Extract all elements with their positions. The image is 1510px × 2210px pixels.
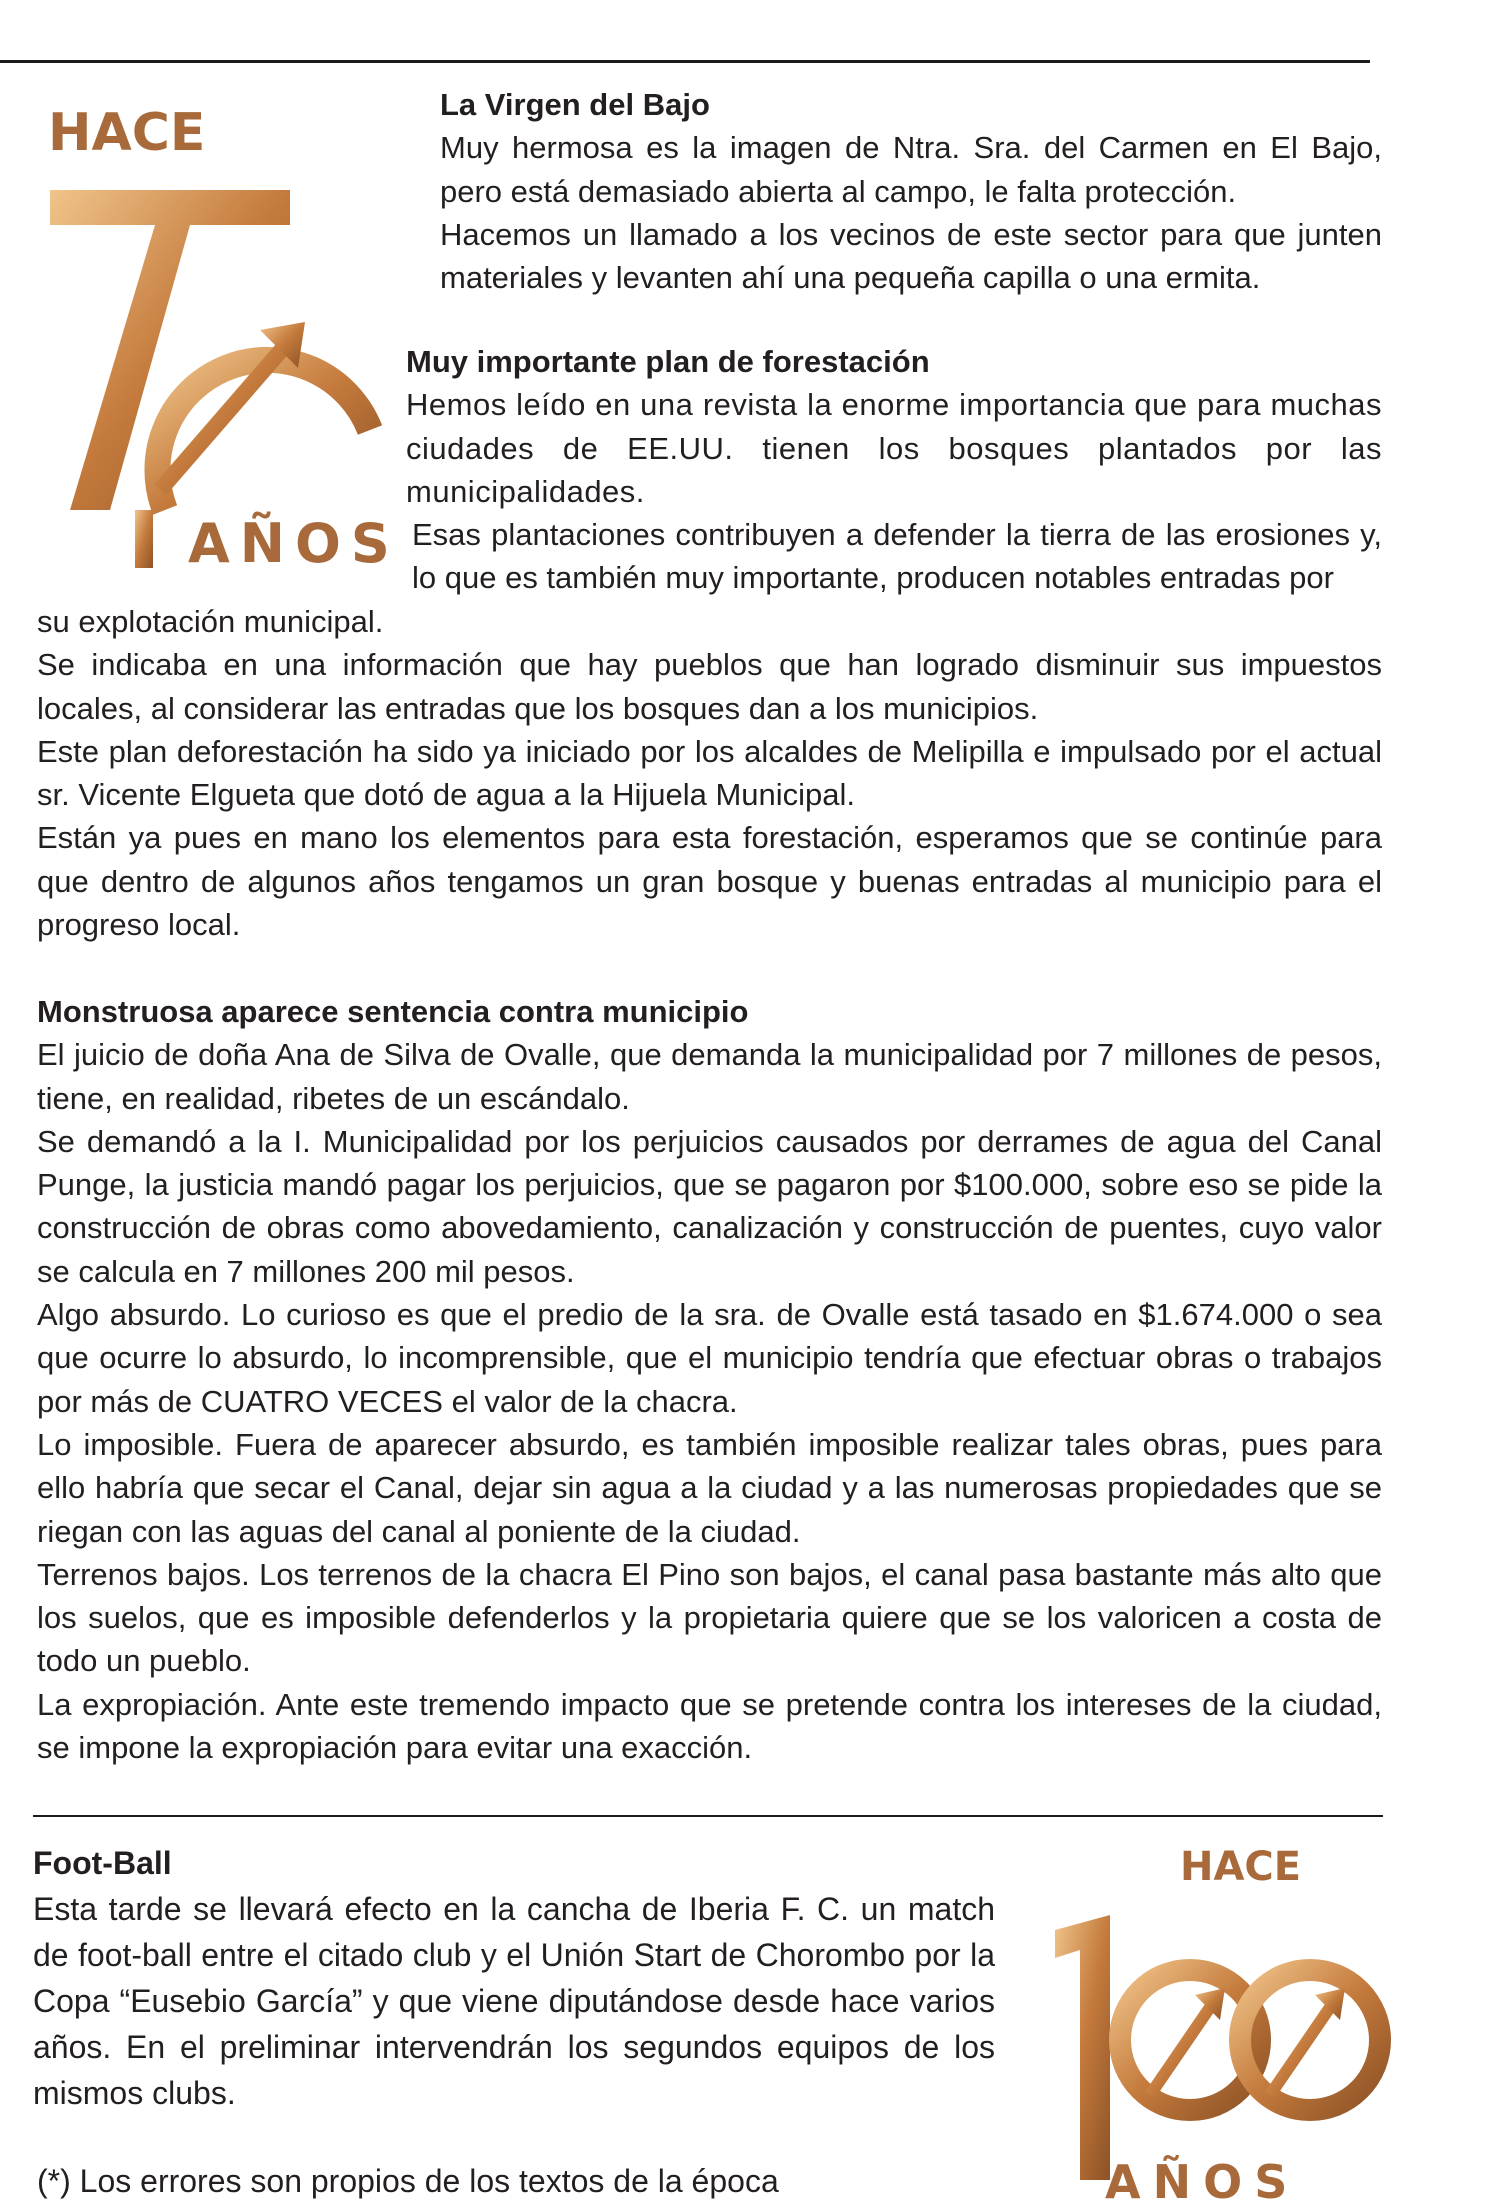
sentencia-paragraph-2: Se demandó a la I. Municipalidad por los perjuicios causados por derrames de agua del Canal Punge, la justicia mandó pagar los perjuicios, que se pagaron por $100.000, sobre eso se pide la construcción de obras como abovedamiento, canalización y construcción de puentes, cuyo valor se calcula en 7 millones 200 mil pesos. xyxy=(37,1123,1382,1289)
footnote xyxy=(37,2160,937,2203)
section-divider xyxy=(33,1815,1383,1817)
logo100-top-text: HACE xyxy=(1180,1844,1302,1890)
logo100-bottom-text: AÑOS xyxy=(1105,2155,1300,2209)
football-title: Foot-Ball xyxy=(33,1845,172,1881)
virgen-paragraph-1: Muy hermosa es la imagen de Ntra. Sra. del Carmen en El Bajo, pero está demasiado abierta al campo, le falta protección. xyxy=(440,130,1382,209)
forestacion-paragraph-1: Hemos leído en una revista la enorme importancia que para muchas ciudades de EE.UU. tienen los bosques plantados por las municipalidades. xyxy=(406,387,1382,509)
logo70-top-text: HACE xyxy=(48,103,206,163)
forestacion-paragraph-3: Se indicaba en una información que hay pueblos que han logrado disminuir sus impuestos locales, al considerar las entradas que los bosques dan a los municipios. xyxy=(37,647,1382,726)
virgen-section xyxy=(440,83,1382,299)
arrow-icon-100 xyxy=(1150,2000,1215,2095)
sentencia-paragraph-4: Lo imposible. Fuera de aparecer absurdo, es también imposible realizar tales obras, pues para ello habría que secar el Canal, dejar sin agua a la ciudad y a las numerosas propiedades que se riegan con las aguas del canal al poniente de la ciudad. xyxy=(37,1426,1382,1549)
forestacion-paragraph-4: Este plan deforestación ha sido ya iniciado por los alcaldes de Melipilla e impulsado por el actual sr. Vicente Elgueta que dotó de agua a la Hijuela Municipal. xyxy=(37,733,1382,813)
footnote-text: (*) Los errores son propios de los textos de la época xyxy=(37,2163,779,2199)
top-rule xyxy=(0,60,1370,63)
football-paragraph-1: Esta tarde se llevará efecto en la cancha de Iberia F. C. un match de foot-ball entre el citado club y el Unión Start de Chorombo por la Copa “Eusebio García” y que viene diputándose desde hace varios años. En el preliminar intervendrán los segundos equipos de los mismos clubs. xyxy=(33,1891,995,2111)
forestacion-paragraph-2b: su explotación municipal. xyxy=(37,604,384,639)
hace-100-anos-logo xyxy=(1015,1840,1405,2210)
logo70-bottom-text: AÑOS xyxy=(188,512,400,570)
forestacion-upper xyxy=(406,340,1382,513)
sentencia-paragraph-3: Algo absurdo. Lo curioso es que el predio de la sra. de Ovalle está tasado en $1.674.000 o sea que ocurre lo absurdo, lo incomprensible, que el municipio tendría que efectuar obras o trabajos por más de CUATRO VECES el valor de la chacra. xyxy=(37,1297,1382,1419)
one-shape xyxy=(1055,1915,1110,2180)
sentencia-paragraph-6: La expropiación. Ante este tremendo impacto que se pretende contra los intereses de la ciudad, se impone la expropiación para evitar una exacción. xyxy=(37,1686,1382,1766)
virgen-paragraph-2: Hacemos un llamado a los vecinos de este sector para que junten materiales y levanten ahí una pequeña capilla o una ermita. xyxy=(440,216,1382,296)
virgen-title: La Virgen del Bajo xyxy=(440,87,710,122)
forestacion-title: Muy importante plan de forestación xyxy=(406,344,930,379)
sentencia-section xyxy=(37,990,1382,1769)
forestacion-p2a-block xyxy=(412,513,1382,600)
forestacion-paragraph-5: Están ya pues en mano los elementos para esta forestación, esperamos que se continúe para que dentro de algunos años tengamos un gran bosque y buenas entradas al municipio para el progreso local. xyxy=(37,820,1382,943)
sentencia-title: Monstruosa aparece sentencia contra municipio xyxy=(37,994,749,1029)
forestacion-paragraph-2a: Esas plantaciones contribuyen a defender la tierra de las erosiones y, lo que es también muy importante, producen notables entradas por xyxy=(412,517,1382,596)
forestacion-lower xyxy=(37,600,1382,946)
sentencia-paragraph-1: El juicio de doña Ana de Silva de Ovalle, que demanda la municipalidad por 7 millones de pesos, tiene, en realidad, ribetes de un escándalo. xyxy=(37,1037,1382,1116)
hace-70-anos-logo xyxy=(40,90,400,570)
sentencia-paragraph-5: Terrenos bajos. Los terrenos de la chacra El Pino son bajos, el canal pasa bastante más alto que los suelos, que es imposible defenderlos y la propietaria quiere que se los valoricen a costa de todo un pueblo. xyxy=(37,1556,1382,1679)
football-section xyxy=(33,1840,995,2116)
